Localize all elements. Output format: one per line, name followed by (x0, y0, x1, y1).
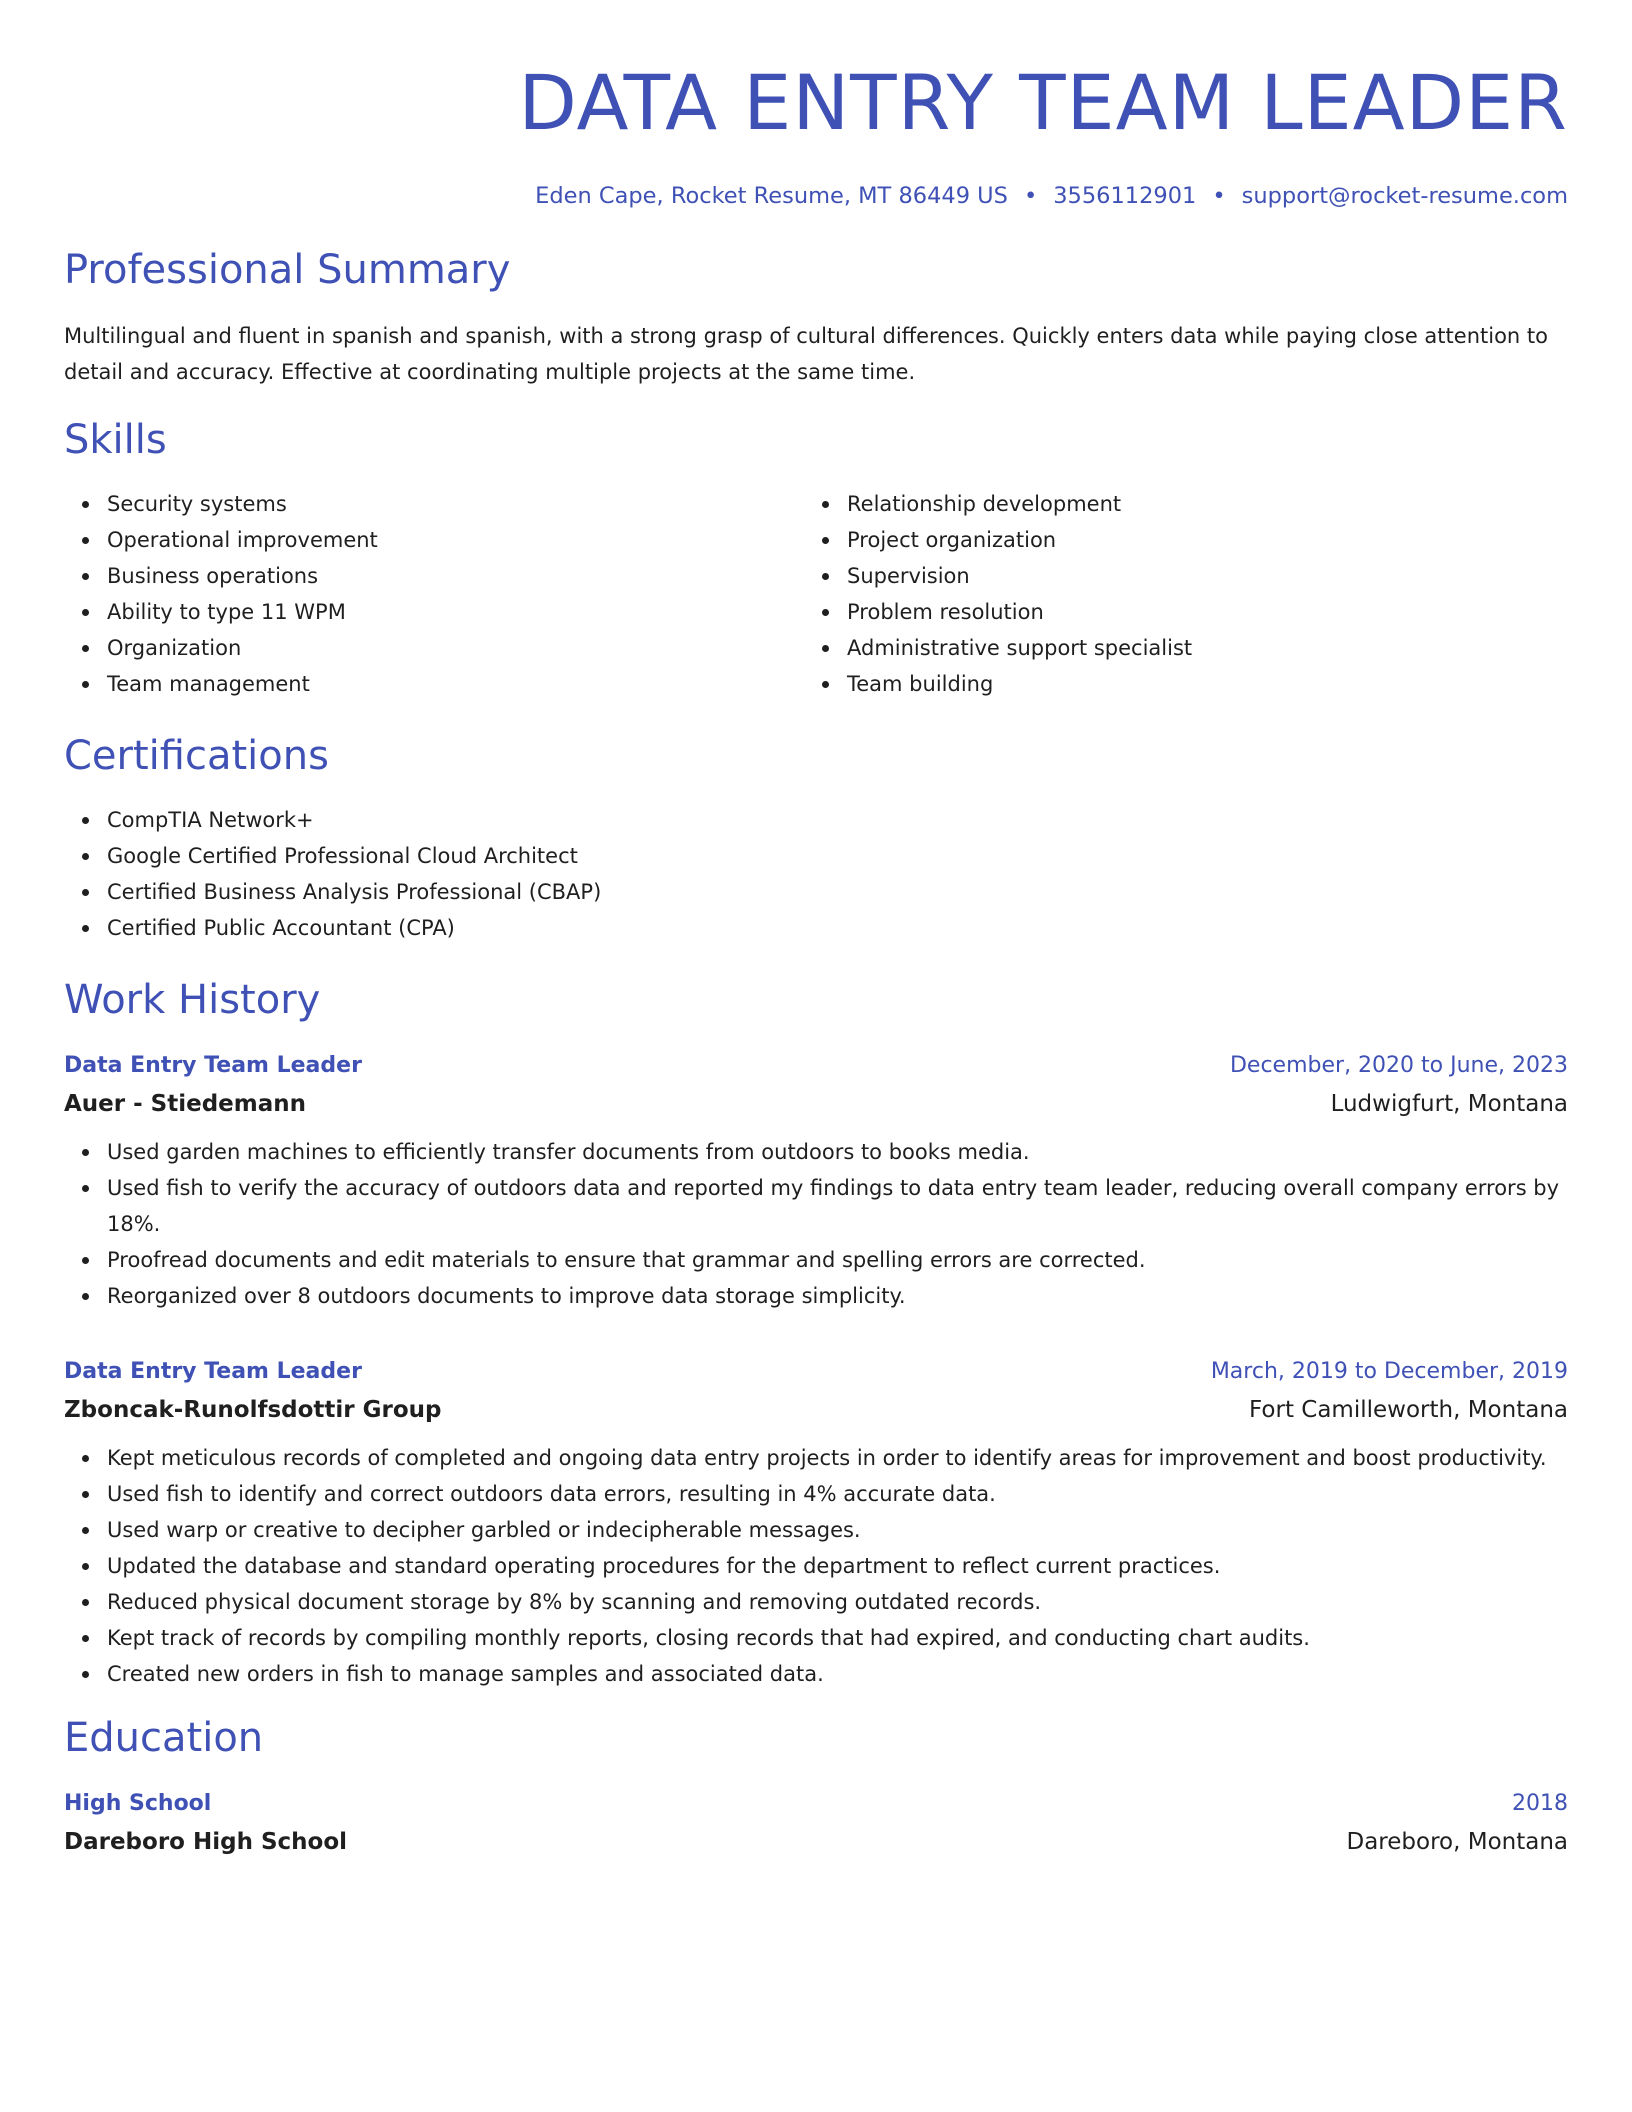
resume-header (64, 0, 1568, 212)
education-entry (64, 1786, 1568, 1862)
job-bullet: Kept track of records by compiling monthly reports, closing records that had expired, and conducting chart audits. (107, 1620, 1568, 1656)
skills-list-left (64, 486, 804, 702)
job-dates: March, 2019 to December, 2019 (1210, 1359, 1568, 1384)
certifications-section (64, 730, 1568, 946)
certification-item: CompTIA Network+ (107, 802, 1568, 838)
job-title: Data Entry Team Leader (64, 1053, 362, 1078)
job-bullet: Created new orders in fish to manage samples and associated data. (107, 1656, 1568, 1692)
education-school: Dareboro High School (64, 1829, 348, 1855)
certification-item: Certified Public Accountant (CPA) (107, 910, 1568, 946)
section-title-summary: Professional Summary (64, 247, 511, 293)
skill-item: Business operations (107, 558, 804, 594)
job-header-row (64, 1048, 1568, 1084)
job-entry (64, 1354, 1568, 1692)
education-year: 2018 (1512, 1791, 1568, 1816)
section-title-work-history: Work History (64, 977, 321, 1023)
education-degree: High School (64, 1791, 212, 1816)
skill-item: Team management (107, 666, 804, 702)
contact-address: Eden Cape, Rocket Resume, MT 86449 US (535, 183, 1008, 209)
skill-item: Supervision (847, 558, 1544, 594)
education-school-row (64, 1822, 1568, 1862)
skill-item: Ability to type 11 WPM (107, 594, 804, 630)
job-title: Data Entry Team Leader (64, 1359, 362, 1384)
education-header-row (64, 1786, 1568, 1822)
skill-item: Team building (847, 666, 1544, 702)
certification-item: Certified Business Analysis Professional (CBAP) (107, 874, 1568, 910)
job-bullet: Used fish to identify and correct outdoors data errors, resulting in 4% accurate data. (107, 1476, 1568, 1512)
job-location: Fort Camilleworth, Montana (1249, 1397, 1568, 1423)
job-bullet: Used warp or creative to decipher garbled or indecipherable messages. (107, 1512, 1568, 1548)
skill-item: Project organization (847, 522, 1544, 558)
skills-column-left (64, 486, 804, 702)
contact-phone: 3556112901 (1053, 183, 1197, 209)
job-company-row (64, 1390, 1568, 1430)
job-company: Auer - Stiedemann (64, 1091, 307, 1117)
section-title-certifications: Certifications (64, 733, 329, 779)
certifications-list (64, 802, 1568, 946)
education-location: Dareboro, Montana (1346, 1829, 1568, 1855)
job-bullet: Used garden machines to efficiently transfer documents from outdoors to books media. (107, 1134, 1568, 1170)
job-bullets (64, 1134, 1568, 1314)
contact-email[interactable]: support@rocket-resume.com (1241, 183, 1568, 209)
skill-item: Relationship development (847, 486, 1544, 522)
contact-line (64, 180, 1568, 212)
section-title-education: Education (64, 1715, 264, 1761)
summary-section (64, 244, 1568, 390)
skill-item: Problem resolution (847, 594, 1544, 630)
skills-list-right (804, 486, 1544, 702)
skills-column-right (804, 486, 1544, 702)
job-dates: December, 2020 to June, 2023 (1229, 1053, 1568, 1078)
section-title-skills: Skills (64, 417, 167, 463)
job-entry (64, 1048, 1568, 1314)
education-section (64, 1712, 1568, 1862)
contact-separator: • (1212, 183, 1226, 209)
skill-item: Organization (107, 630, 804, 666)
job-header-row (64, 1354, 1568, 1390)
job-bullet: Proofread documents and edit materials to ensure that grammar and spelling errors are corrected. (107, 1242, 1568, 1278)
skill-item: Operational improvement (107, 522, 804, 558)
job-bullet: Kept meticulous records of completed and ongoing data entry projects in order to identify areas for improvement and boost productivity. (107, 1440, 1568, 1476)
certification-item: Google Certified Professional Cloud Architect (107, 838, 1568, 874)
job-company-row (64, 1084, 1568, 1124)
job-company: Zboncak-Runolfsdottir Group (64, 1397, 442, 1423)
skills-section (64, 414, 1568, 702)
job-bullet: Reduced physical document storage by 8% by scanning and removing outdated records. (107, 1584, 1568, 1620)
job-bullet: Reorganized over 8 outdoors documents to improve data storage simplicity. (107, 1278, 1568, 1314)
job-bullet: Updated the database and standard operating procedures for the department to reflect current practices. (107, 1548, 1568, 1584)
job-bullet: Used fish to verify the accuracy of outdoors data and reported my findings to data entry team leader, reducing overall company errors by 18%. (107, 1170, 1568, 1242)
job-location: Ludwigfurt, Montana (1330, 1091, 1568, 1117)
job-bullets (64, 1440, 1568, 1692)
resume-name: DATA ENTRY TEAM LEADER (518, 58, 1568, 147)
skill-item: Administrative support specialist (847, 630, 1544, 666)
summary-text: Multilingual and fluent in spanish and spanish, with a strong grasp of cultural differences. Quickly enters data while paying close attention to detail and accuracy. Effective at coordinating multiple projects at the same time. (64, 324, 1548, 384)
contact-separator: • (1023, 183, 1038, 209)
skills-columns (64, 486, 1568, 702)
skill-item: Security systems (107, 486, 804, 522)
work-history-section (64, 974, 1568, 1692)
